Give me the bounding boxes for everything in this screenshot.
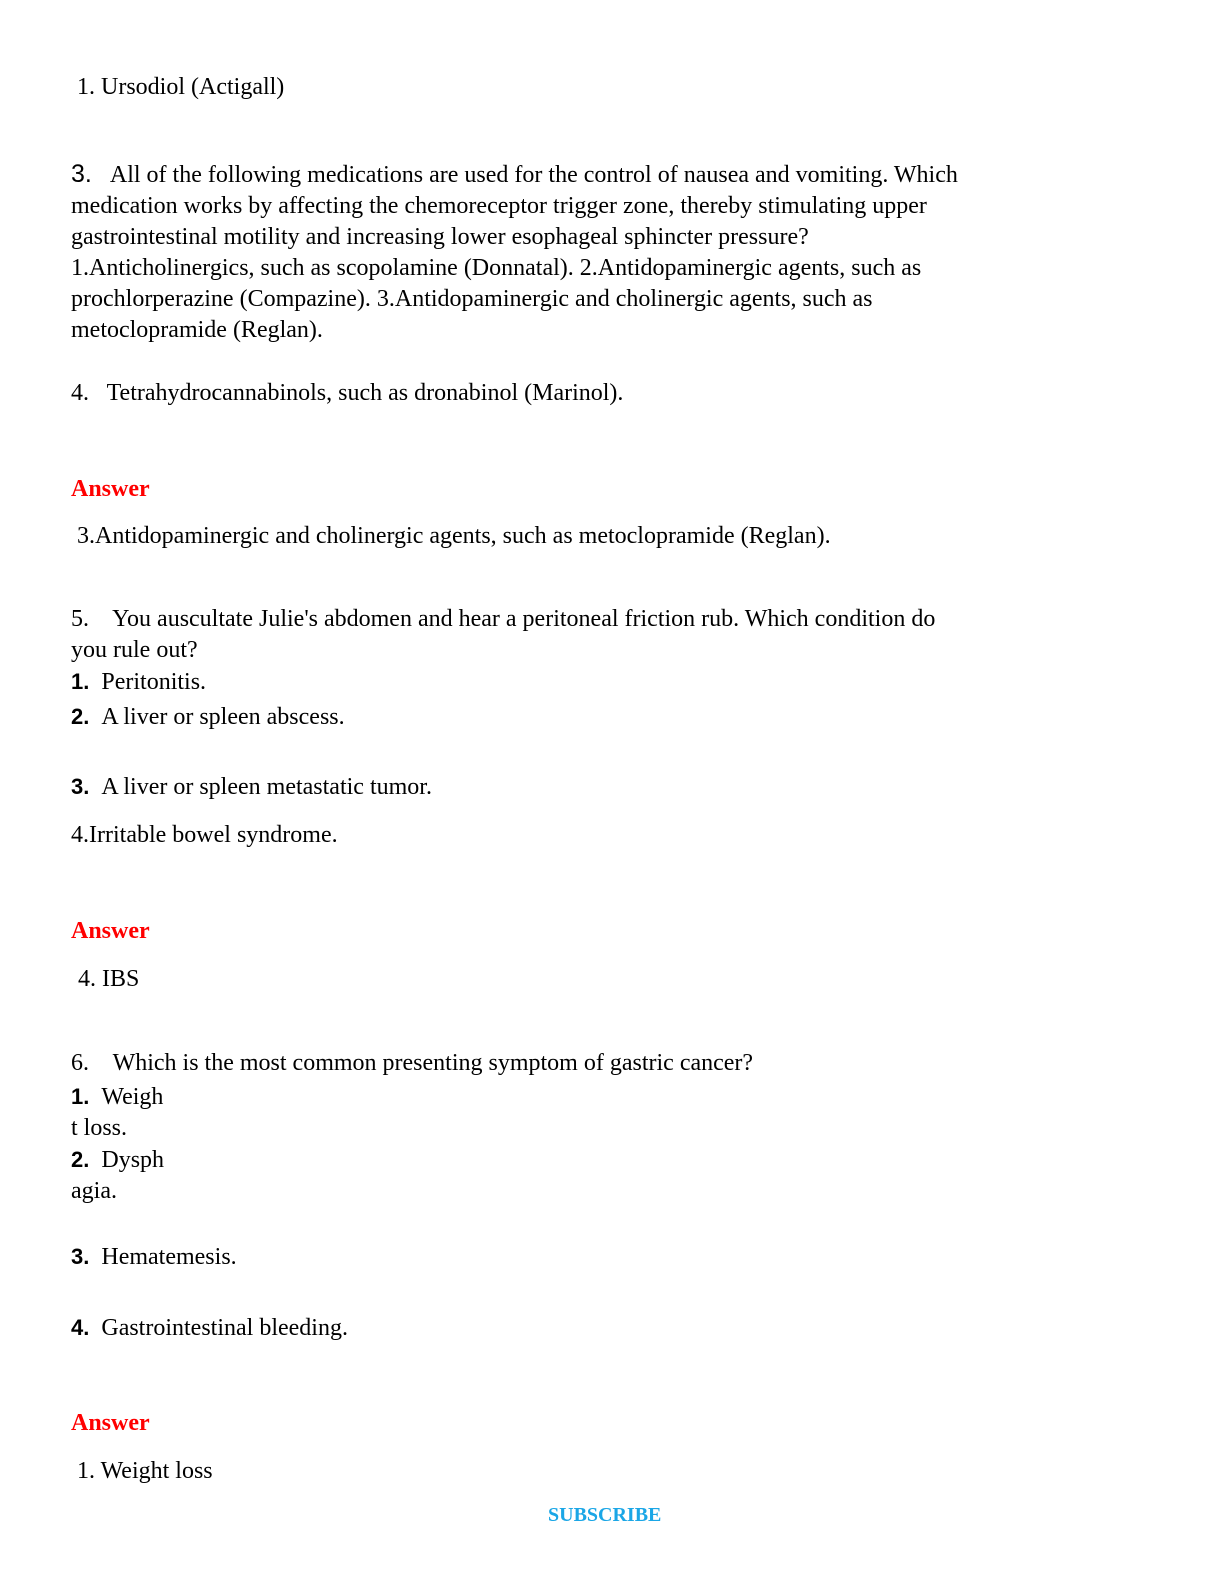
question-text-line: All of the following medications are used for the control of nausea and vomiting. Which	[109, 162, 958, 188]
question-6: 6. Which is the most common presenting symptom of gastric cancer?	[71, 1050, 754, 1076]
question-number: 3.	[71, 160, 92, 188]
question-text-line: 1.Anticholinergics, such as scopolamine (Donnatal). 2.Antidopaminergic agents, such as	[71, 255, 922, 281]
question-5-line-1: 5. You auscultate Julie's abdomen and hear a peritoneal friction rub. Which condition do	[71, 606, 936, 632]
option-text-continued: t loss.	[71, 1115, 128, 1141]
answer-label: Answer	[71, 918, 150, 944]
option-1	[71, 1084, 163, 1111]
question-text-line: metoclopramide (Reglan).	[71, 317, 323, 343]
option-text: Gastrointestinal bleeding.	[101, 1315, 348, 1341]
option-4: 4. Tetrahydrocannabinols, such as dronabinol (Marinol).	[71, 380, 624, 406]
previous-answer: 1. Ursodiol (Actigall)	[77, 74, 285, 100]
answer-text: 4. IBS	[78, 966, 140, 992]
option-2	[71, 704, 345, 731]
option-text: A liver or spleen metastatic tumor.	[101, 774, 432, 800]
question-5-line-2: you rule out?	[71, 637, 198, 663]
answer-text: 3.Antidopaminergic and cholinergic agents, such as metoclopramide (Reglan).	[77, 523, 831, 549]
question-text-line: medication works by affecting the chemoreceptor trigger zone, thereby stimulating upper	[71, 193, 927, 219]
option-text-continued: agia.	[71, 1178, 117, 1204]
question-text-line: prochlorperazine (Compazine). 3.Antidopaminergic and cholinergic agents, such as	[71, 286, 873, 312]
option-number: 3.	[71, 1244, 90, 1269]
option-3	[71, 774, 432, 801]
answer-label: Answer	[71, 1410, 150, 1436]
subscribe-link[interactable]: SUBSCRIBE	[548, 1504, 662, 1526]
option-text: A liver or spleen abscess.	[101, 704, 345, 730]
question-3	[71, 159, 1131, 346]
option-4: 4.Irritable bowel syndrome.	[71, 822, 338, 848]
option-number: 1.	[71, 669, 90, 694]
option-text: Hematemesis.	[101, 1244, 237, 1270]
option-4	[71, 1315, 348, 1342]
option-text: Weigh	[101, 1084, 164, 1110]
option-1	[71, 669, 206, 696]
option-3	[71, 1244, 237, 1271]
option-number: 1.	[71, 1084, 90, 1109]
option-number: 2.	[71, 704, 90, 729]
option-number: 2.	[71, 1147, 90, 1172]
option-number: 4.	[71, 1315, 90, 1340]
option-text: Dysph	[101, 1147, 165, 1173]
option-2	[71, 1147, 164, 1174]
question-text-line: gastrointestinal motility and increasing lower esophageal sphincter pressure?	[71, 224, 809, 250]
option-text: Peritonitis.	[101, 669, 207, 695]
answer-label: Answer	[71, 476, 150, 502]
option-number: 3.	[71, 774, 90, 799]
answer-text: 1. Weight loss	[77, 1458, 213, 1484]
